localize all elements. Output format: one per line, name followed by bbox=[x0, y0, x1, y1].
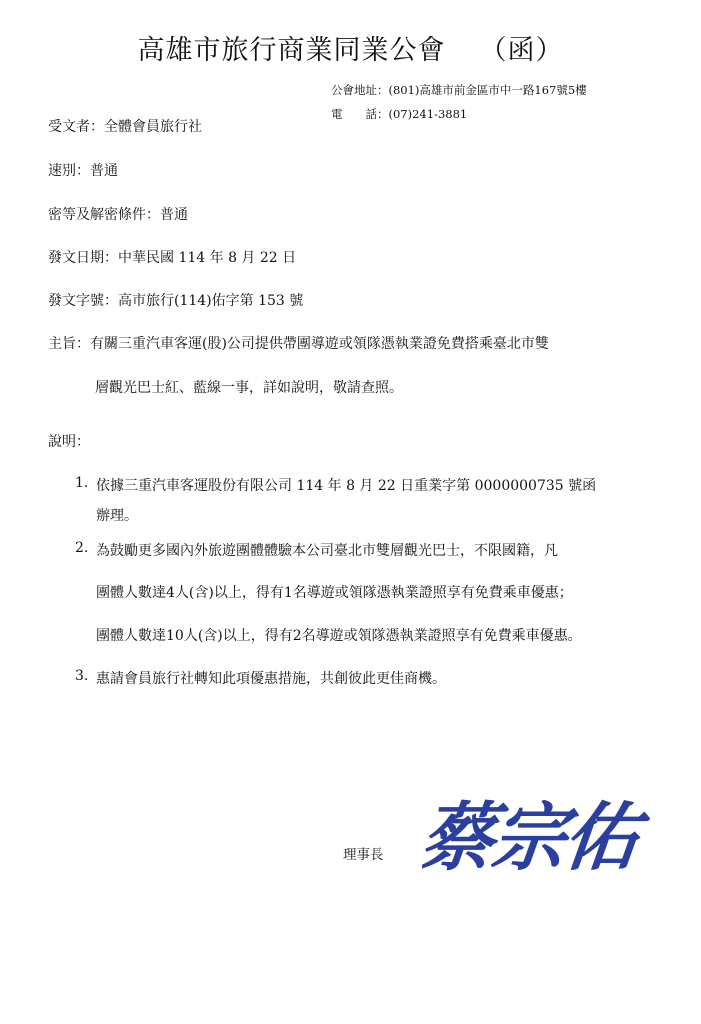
item-number: 2. bbox=[75, 540, 89, 556]
doc-type: （函） bbox=[479, 35, 564, 66]
signature-image bbox=[422, 783, 652, 883]
item-number: 1. bbox=[75, 475, 89, 491]
subject-line-1: 主旨：有關三重汽車客運(股)公司提供帶團導遊或領隊憑執業證免費搭乘臺北市雙 bbox=[48, 336, 549, 352]
item-line: 團體人數達10人(含)以上，得有2名導遊或領隊憑執業證照享有免費乘車優惠。 bbox=[96, 628, 582, 644]
org-phone bbox=[331, 106, 467, 122]
urgency-line: 速別：普通 bbox=[48, 163, 118, 179]
item-line: 為鼓勵更多國內外旅遊團體體驗本公司臺北市雙層觀光巴士，不限國籍，凡 bbox=[96, 543, 558, 559]
org-address: 公會地址：(801)高雄市前金區市中一路167號5樓 bbox=[331, 83, 587, 97]
item-line: 辦理。 bbox=[96, 508, 138, 524]
handwritten-signature bbox=[422, 783, 652, 883]
item-line: 依據三重汽車客運股份有限公司 114 年 8 月 22 日重業字第 0000000735 號函 bbox=[96, 478, 597, 494]
item-number: 3. bbox=[75, 668, 89, 684]
date-line: 發文日期：中華民國 114 年 8 月 22 日 bbox=[48, 250, 297, 266]
subject-line-2: 層觀光巴士紅、藍線一事，詳如說明，敬請查照。 bbox=[95, 380, 403, 396]
item-line: 惠請會員旅行社轉知此項優惠措施，共創彼此更佳商機。 bbox=[96, 671, 446, 687]
phone-label: 電 話： bbox=[331, 107, 389, 121]
recipient-line: 受文者：全體會員旅行社 bbox=[48, 119, 202, 135]
org-name: 高雄市旅行商業同業公會 bbox=[137, 35, 446, 66]
ref-number-line: 發文字號：高市旅行(114)佑字第 153 號 bbox=[48, 293, 304, 309]
chairman-title: 理事長 bbox=[343, 847, 384, 863]
document-title bbox=[0, 28, 701, 67]
item-line: 團體人數達4人(含)以上，得有1名導遊或領隊憑執業證照享有免費乘車優惠； bbox=[96, 585, 573, 601]
explanation-heading: 說明： bbox=[48, 434, 90, 450]
phone-value: (07)241-3881 bbox=[388, 107, 468, 121]
svg-text:蔡宗佑: 蔡宗佑 bbox=[422, 794, 641, 881]
security-line: 密等及解密條件：普通 bbox=[48, 207, 188, 223]
